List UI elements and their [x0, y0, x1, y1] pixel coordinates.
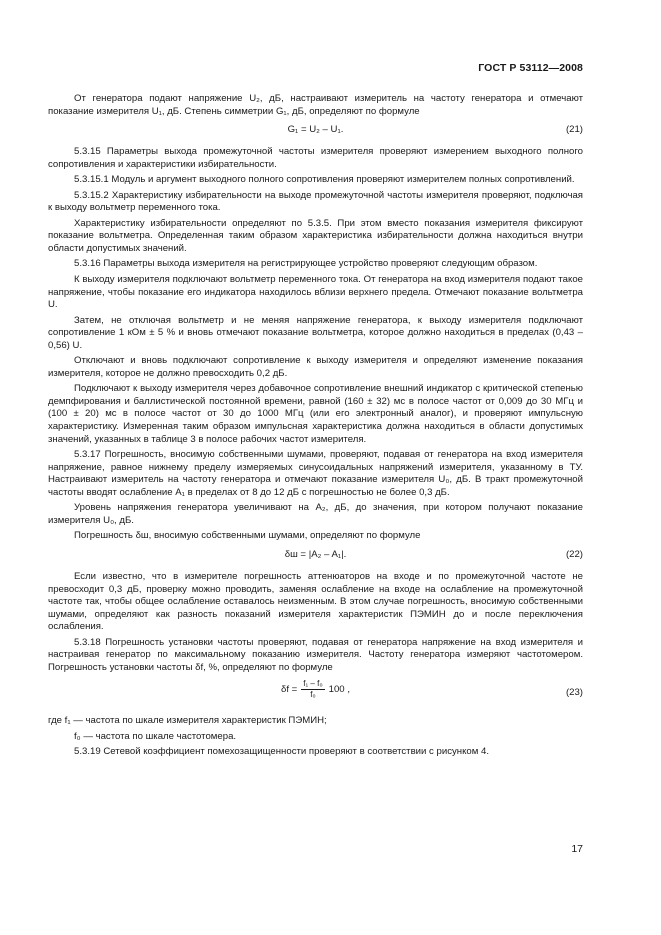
formula-23: [48, 679, 583, 707]
formula-22: [48, 549, 583, 562]
paragraph: 5.3.15.1 Модуль и аргумент выходного полного сопротивления проверяют измерителем полных сопротивлений.: [74, 174, 575, 186]
fraction-denominator: f₀: [310, 690, 316, 700]
formula-expression: G₁ = U₂ – U₁.: [287, 124, 344, 136]
paragraph: 5.3.15.2 Характеристику избирательности на выходе промежуточной частоты измерителя проверяют, подключая к выходу вольтметр переменного тока.: [48, 189, 583, 214]
paragraph: От генератора подают напряжение U₂, дБ, настраивают измеритель на частоту генератора и отмечают показание измерителя U₁, дБ. Степень симметрии G₁, дБ, определяют по формуле: [48, 93, 583, 117]
paragraph: Характеристику избирательности определяют по 5.3.5. При этом вместо показания измерителя фиксируют показание вольтметра. Определенная таким образом характеристика избирательности должна находиться внутри области допустимых значений.: [48, 217, 583, 254]
formula-number: (23): [565, 687, 583, 699]
formula-rhs: 100 ,: [328, 683, 350, 695]
formula-expression: [281, 679, 350, 700]
paragraph: 5.3.17 Погрешность, вносимую собственными шумами, проверяют, подавая от генератора на вход измерителя напряжение, равное нижнему пределу измеряемых синусоидальных напряжений измерителя, указанному в ТУ. Настраивают измеритель на частоту генератора и отмечают показание измерителя U₀, дБ. В тракт промежуточной частоты вводят ослабление A₁ в пределах от 8 до 12 дБ с погрешностью не более 0,3 дБ.: [48, 449, 583, 498]
definition-line: f₀ — частота по шкале частотомера.: [74, 730, 237, 742]
paragraph: 5.3.18 Погрешность установки частоты проверяют, подавая от генератора напряжение на вход измерителя и настраивая генератор по максимальному показанию измерителя. Частоту генератора измеряют частотомером. Погрешность установки частоты δf, %, определяют по формуле: [48, 636, 583, 673]
definition-line: где f₁ — частота по шкале измерителя характеристик ПЭМИН;: [48, 715, 327, 727]
paragraph: К выходу измерителя подключают вольтметр переменного тока. От генератора на вход измерителя подают такое напряжение, чтобы показание его индикатора находилось вблизи верхнего предела. Отмечают показание вольтметра U.: [48, 274, 583, 311]
paragraph: 5.3.19 Сетевой коэффициент помехозащищенности проверяют в соответствии с рисунком 4.: [74, 746, 489, 758]
document-header: ГОСТ Р 53112—2008: [478, 62, 583, 74]
paragraph: Отключают и вновь подключают сопротивление к выходу измерителя и определяют изменение показания измерителя, которое не должно превосходить 0,2 дБ.: [48, 355, 583, 379]
paragraph: Погрешность δш, вносимую собственными шумами, определяют по формуле: [74, 530, 421, 542]
paragraph: Подключают к выходу измерителя через добавочное сопротивление внешний индикатор с критической степенью демпфирования и баллистической постоянной времени, равной (160 ± 32) мс в полосе частот от 0,009 до 30 МГц и (100 ± 20) мс в полосе частот от 30 до 1000 МГц (или его электронный аналог), и проверяют импульсную характеристику. Измеренная таким образом импульсная характеристика должна находиться в области допустимых значений, указанных в таблице 3 в полосе рабочих частот измерителя.: [48, 383, 583, 445]
formula-lhs: δf =: [281, 683, 298, 695]
page-number: 17: [571, 843, 583, 855]
fraction: [301, 679, 324, 700]
formula-21: [48, 124, 583, 137]
paragraph: 5.3.16 Параметры выхода измерителя на регистрирующее устройство проверяют следующим образом.: [74, 258, 538, 270]
paragraph: Уровень напряжения генератора увеличивают на A₂, дБ, до значения, при котором получают показание измерителя U₀, дБ.: [48, 502, 583, 526]
formula-number: (21): [565, 124, 583, 136]
document-body: [48, 93, 583, 762]
paragraph: Затем, не отключая вольтметр и не меняя напряжение генератора, к выходу измерителя подключают сопротивление 1 кОм ± 5 % и вновь отмечают показание вольтметра, которое должно находиться в пределах (0,43 – 0,56) U.: [48, 314, 583, 351]
fraction-numerator: f₁ – f₀: [303, 679, 323, 689]
formula-expression: δш = |A₂ – A₁|.: [284, 548, 347, 560]
paragraph: Если известно, что в измерителе погрешность аттенюаторов на входе и по промежуточной частоте не превосходит 0,3 дБ, проверку можно проводить, заменяя ослабление на входе на ослабление на промежуточной частоте так, чтобы общее ослабление оставалось неизменным. В этом случае погрешность, вносимую собственными шумами, определяют как разность показаний измерителя характеристик ПЭМИН до и после переключения ослабления.: [48, 570, 583, 633]
paragraph: 5.3.15 Параметры выхода промежуточной частоты измерителя проверяют измерением выходного полного сопротивления и характеристики избирательности.: [48, 146, 583, 170]
formula-number: (22): [565, 548, 583, 560]
